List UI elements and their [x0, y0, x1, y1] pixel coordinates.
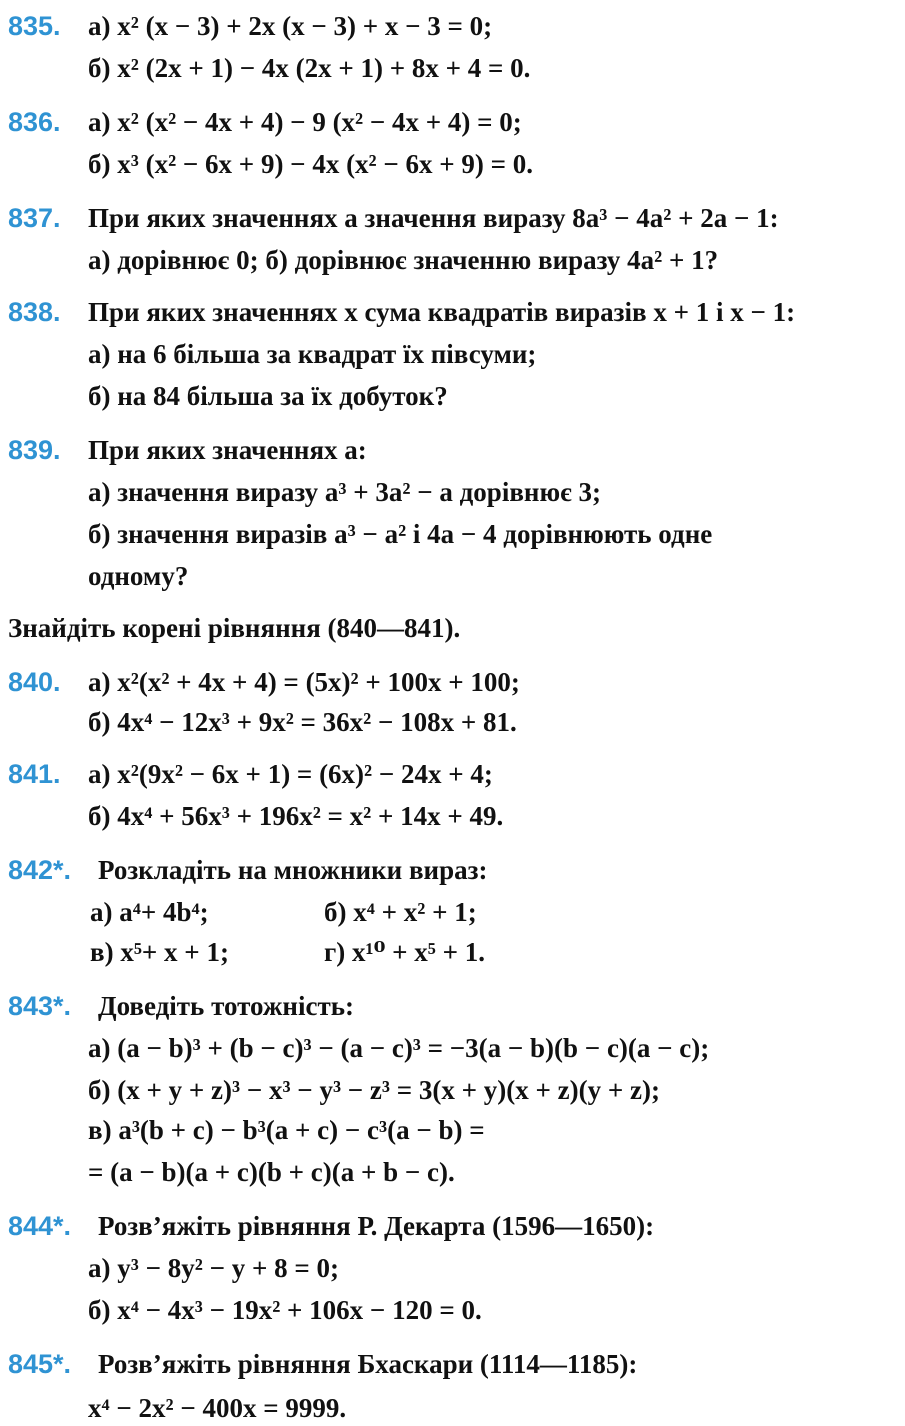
problem-line: а) значення виразу a³ + 3a² − a дорівнює 3;	[88, 477, 601, 507]
problem-line: Розкладіть на множники вираз:	[98, 855, 488, 885]
problem-line: а) y³ − 8y² − y + 8 = 0;	[88, 1253, 339, 1283]
problem-line: а) x²(x² + 4x + 4) = (5x)² + 100x + 100;	[88, 667, 520, 697]
problem-line: Розв’яжіть рівняння Р. Декарта (1596—1650):	[98, 1211, 655, 1241]
problem-line: Розв’яжіть рівняння Бхаскари (1114—1185):	[98, 1349, 638, 1379]
problem-number: 842*.	[8, 855, 72, 885]
problem-line: б) x³ (x² − 6x + 9) − 4x (x² − 6x + 9) = 0.	[88, 149, 534, 179]
problem-line: x⁴ − 2x² − 400x = 9999.	[88, 1393, 347, 1423]
problem-line: б) 4x⁴ + 56x³ + 196x² = x² + 14x + 49.	[88, 801, 504, 831]
problem-line: При яких значеннях x сума квадратів виразів x + 1 і x − 1:	[88, 297, 796, 327]
problem-line: Доведіть тотожність:	[98, 991, 354, 1021]
problem-number: 840.	[8, 667, 61, 697]
problem-line: а) x² (x − 3) + 2x (x − 3) + x − 3 = 0;	[88, 11, 493, 41]
problem-number: 845*.	[8, 1349, 72, 1379]
problem-number: 843*.	[8, 991, 72, 1021]
problem-line: в) a³(b + c) − b³(a + c) − c³(a − b) =	[88, 1115, 485, 1145]
problem-number: 841.	[8, 759, 61, 789]
problem-line: = (a − b)(a + c)(b + c)(a + b − c).	[88, 1157, 455, 1187]
problem-line: При яких значеннях a:	[88, 435, 367, 465]
problem-line: одному?	[88, 561, 189, 591]
problem-line: а) x² (x² − 4x + 4) − 9 (x² − 4x + 4) = 0;	[88, 107, 522, 137]
grid-cell: а) a⁴+ 4b⁴;	[90, 897, 209, 927]
problem-line: а) дорівнює 0; б) дорівнює значенню виразу 4a² + 1?	[88, 245, 719, 275]
problem-number: 839.	[8, 435, 61, 465]
problem-line: б) x² (2x + 1) − 4x (2x + 1) + 8x + 4 = 0.	[88, 53, 531, 83]
problem-number: 838.	[8, 297, 61, 327]
problem-number: 835.	[8, 11, 61, 41]
grid-cell: б) x⁴ + x² + 1;	[324, 897, 477, 927]
problem-line: б) (x + y + z)³ − x³ − y³ − z³ = 3(x + y)(x + z)(y + z);	[88, 1075, 660, 1105]
problem-line: При яких значеннях a значення виразу 8a³ − 4a² + 2a − 1:	[88, 203, 779, 233]
grid-cell: в) x⁵+ x + 1;	[90, 937, 229, 967]
problem-line: б) x⁴ − 4x³ − 19x² + 106x − 120 = 0.	[88, 1295, 482, 1325]
problem-number: 844*.	[8, 1211, 72, 1241]
problem-line: б) 4x⁴ − 12x³ + 9x² = 36x² − 108x + 81.	[88, 707, 517, 737]
problem-line: а) x²(9x² − 6x + 1) = (6x)² − 24x + 4;	[88, 759, 493, 789]
section-header: Знайдіть корені рівняння (840—841).	[8, 613, 461, 643]
problem-number: 837.	[8, 203, 61, 233]
grid-cell: г) x¹⁰ + x⁵ + 1.	[324, 937, 486, 967]
problem-line: б) значення виразів a³ − a² і 4a − 4 дорівнюють одне	[88, 519, 713, 549]
problem-number: 836.	[8, 107, 61, 137]
problem-line: а) (a − b)³ + (b − c)³ − (a − c)³ = −3(a − b)(b − c)(a − c);	[88, 1033, 710, 1063]
problem-line: а) на 6 більша за квадрат їх півсуми;	[88, 339, 537, 369]
problem-line: б) на 84 більша за їх добуток?	[88, 381, 448, 411]
